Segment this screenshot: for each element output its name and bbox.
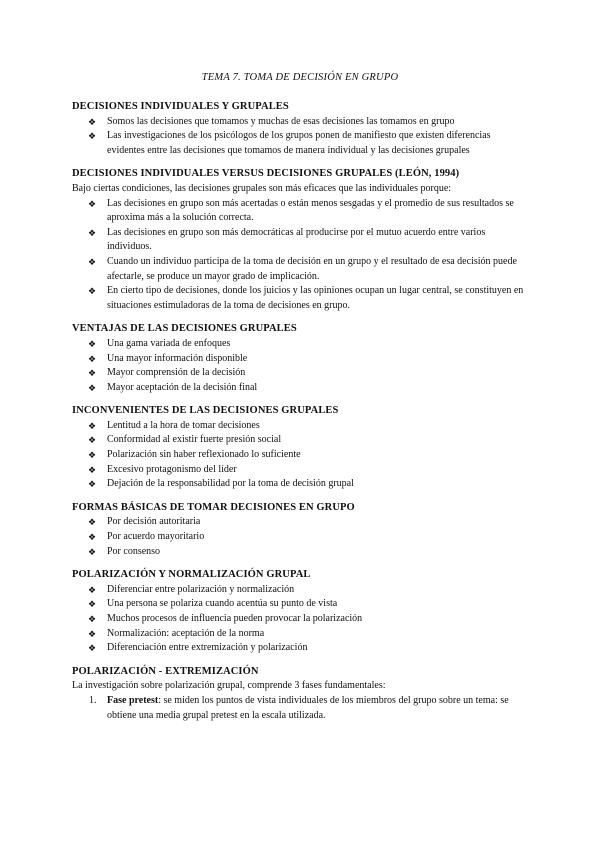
item-number: 1. [89, 694, 97, 706]
diamond-bullet-icon: ❖ [88, 599, 97, 610]
diamond-bullet-icon: ❖ [88, 116, 97, 127]
section [72, 322, 528, 395]
section-heading: VENTAJAS DE LAS DECISIONES GRUPALES [72, 323, 297, 335]
diamond-bullet-icon: ❖ [88, 435, 97, 446]
bullet-list [72, 583, 528, 656]
list-item-text: Por consenso [107, 545, 161, 557]
list-item-text: Polarización sin haber reflexionado lo suficiente [107, 449, 301, 461]
section-intro: Bajo ciertas condiciones, las decisiones grupales son más eficaces que las individuales porque: [72, 182, 452, 194]
diamond-bullet-icon: ❖ [88, 286, 97, 297]
list-item [72, 641, 528, 656]
list-item [72, 448, 528, 463]
bullet-list [72, 197, 528, 314]
list-item [72, 597, 528, 612]
section [72, 100, 528, 158]
diamond-bullet-icon: ❖ [88, 450, 97, 461]
section-intro: La investigación sobre polarización grupal, comprende 3 fases fundamentales: [72, 680, 386, 692]
diamond-bullet-icon: ❖ [88, 198, 97, 209]
diamond-bullet-icon: ❖ [88, 131, 97, 142]
diamond-bullet-icon: ❖ [88, 256, 97, 267]
list-item-text: Mayor aceptación de la decisión final [107, 381, 258, 393]
diamond-bullet-icon: ❖ [88, 546, 97, 557]
list-item-text: Normalización: aceptación de la norma [107, 627, 265, 639]
list-item [72, 284, 528, 313]
list-item-text: Las investigaciones de los psicólogos de los grupos ponen de manifiesto que existen diferencias evidentes entre las decisiones que tomamos de manera individual y las decisiones grupales [107, 130, 491, 156]
list-item [72, 255, 528, 284]
list-item-text: Somos las decisiones que tomamos y muchas de esas decisiones las tomamos en grupo [107, 115, 455, 127]
numbered-item [72, 694, 528, 723]
list-item-text: En cierto tipo de decisiones, donde los juicios y las opiniones ocupan un lugar central, se constituyen en situaciones estimuladoras de la toma de decisiones en grupo. [107, 285, 524, 311]
list-item-text: Las decisiones en grupo son más acertadas o están menos sesgadas y el promedio de sus resultados se aproxima más a la solución correcta. [107, 197, 514, 224]
list-item-text: Las decisiones en grupo son más democráticas al producirse por el mutuo acuerdo entre varios individuos. [107, 226, 486, 253]
diamond-bullet-icon: ❖ [88, 643, 97, 654]
list-item [72, 129, 528, 158]
diamond-bullet-icon: ❖ [88, 614, 97, 624]
list-item [72, 197, 528, 226]
list-item-text: Lentitud a la hora de tomar decisiones [107, 419, 260, 431]
diamond-bullet-icon: ❖ [88, 479, 97, 490]
document-title: TEMA 7. TOMA DE DECISIÓN EN GRUPO [201, 72, 399, 83]
list-item [72, 477, 528, 492]
section-heading: POLARIZACIÓN - EXTREMIZACIÓN [72, 665, 259, 677]
bullet-list [72, 337, 528, 395]
list-item [72, 419, 528, 434]
list-item [72, 337, 528, 352]
list-item [72, 583, 528, 598]
diamond-bullet-icon: ❖ [88, 353, 97, 364]
list-item [72, 433, 528, 448]
list-item-text: Diferenciación entre extremización y polarización [107, 642, 308, 654]
list-item [72, 463, 528, 478]
list-item-text: Diferenciar entre polarización y normalización [107, 583, 295, 595]
document-body [72, 100, 528, 732]
bullet-list [72, 115, 528, 159]
list-item [72, 530, 528, 545]
diamond-bullet-icon: ❖ [88, 517, 97, 528]
list-item-text: Una gama variada de enfoques [107, 337, 231, 349]
section-heading: DECISIONES INDIVIDUALES Y GRUPALES [72, 101, 289, 112]
section [72, 665, 528, 723]
numbered-list [72, 694, 528, 723]
section-heading: INCONVENIENTES DE LAS DECISIONES GRUPALES [72, 405, 339, 417]
list-item [72, 115, 528, 130]
diamond-bullet-icon: ❖ [88, 382, 97, 393]
list-item [72, 627, 528, 642]
section [72, 568, 528, 656]
item-bold-label: Fase pretest [107, 694, 159, 706]
diamond-bullet-icon: ❖ [88, 584, 97, 595]
list-item [72, 612, 528, 627]
list-item-text: Cuando un individuo participa de la toma de decisión en un grupo y el resultado de esa decisión puede afectarle, se produce un mayor grado de implicación. [107, 255, 517, 282]
list-item-text: Mayor comprensión de la decisión [107, 367, 246, 379]
section [72, 167, 528, 313]
list-item [72, 381, 528, 396]
section [72, 501, 528, 559]
list-item [72, 545, 528, 560]
list-item [72, 366, 528, 381]
item-text: : se miden los puntos de vista individuales de los miembros del grupo sobre un tema: se obtiene una media grupal pretest en la escala utilizada. [107, 694, 509, 721]
list-item-text: Muchos procesos de influencia pueden provocar la polarización [107, 613, 363, 624]
diamond-bullet-icon: ❖ [88, 420, 97, 431]
diamond-bullet-icon: ❖ [88, 368, 97, 379]
diamond-bullet-icon: ❖ [88, 227, 97, 238]
bullet-list [72, 419, 528, 492]
list-item [72, 226, 528, 255]
diamond-bullet-icon: ❖ [88, 338, 97, 349]
section-heading: POLARIZACIÓN Y NORMALIZACIÓN GRUPAL [72, 569, 311, 581]
list-item-text: Conformidad al existir fuerte presión social [107, 434, 282, 446]
list-item-text: Dejación de la responsabilidad por la toma de decisión grupal [107, 478, 354, 490]
list-item [72, 515, 528, 530]
list-item-text: Excesivo protagonismo del líder [107, 463, 237, 475]
list-item-text: Por decisión autoritaria [107, 516, 201, 528]
diamond-bullet-icon: ❖ [88, 628, 97, 639]
diamond-bullet-icon: ❖ [88, 532, 97, 543]
list-item-text: Una mayor información disponible [107, 352, 248, 364]
section [72, 404, 528, 492]
list-item-text: Una persona se polariza cuando acentúa su punto de vista [107, 598, 338, 610]
diamond-bullet-icon: ❖ [88, 464, 97, 475]
list-item [72, 352, 528, 367]
section-heading: FORMAS BÁSICAS DE TOMAR DECISIONES EN GRUPO [72, 501, 355, 513]
list-item-text: Por acuerdo mayoritario [107, 531, 205, 543]
bullet-list [72, 515, 528, 559]
section-heading: DECISIONES INDIVIDUALES VERSUS DECISIONES GRUPALES (LEÓN, 1994) [72, 168, 460, 180]
